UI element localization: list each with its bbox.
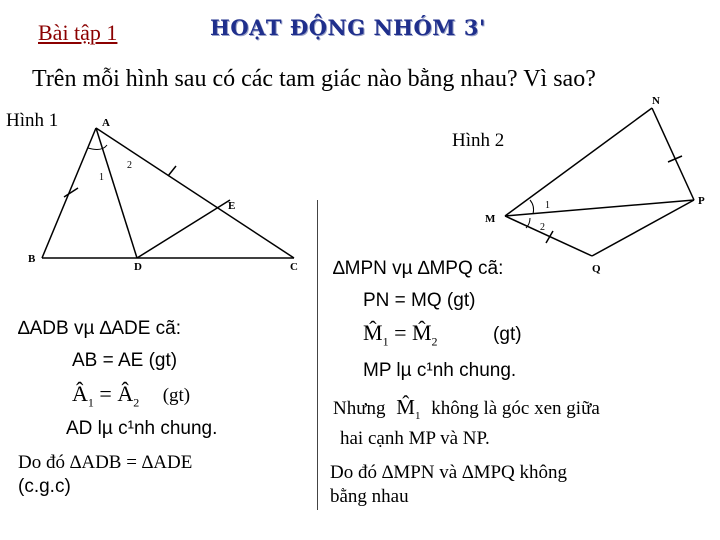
point-p: P	[698, 195, 705, 207]
right-line-3: $M̂_1$ = $M̂_2$ (gt)	[363, 320, 522, 349]
right-line-3-note: (gt)	[493, 324, 522, 345]
segment-np	[652, 108, 694, 200]
angle-m1-symbol: $M̂_1$	[363, 320, 389, 349]
angle-m2: 2	[540, 222, 545, 233]
question-text: Trên mỗi hình sau có các tam giác nào bằng nhau? Vì sao?	[32, 66, 596, 92]
point-e: E	[228, 200, 236, 212]
point-b: B	[28, 253, 36, 265]
right-line-6: hai cạnh MP và NP.	[340, 428, 490, 449]
segment-pq	[592, 200, 694, 256]
left-line-3-note: (gt)	[162, 385, 191, 406]
point-d: D	[134, 261, 142, 273]
angle-m2-symbol: $M̂_2$	[411, 320, 438, 349]
segment-mq	[505, 216, 592, 256]
column-divider	[317, 200, 318, 510]
equals-sign: =	[99, 381, 118, 406]
left-line-3	[72, 381, 190, 410]
left-line-1: ∆ADB vµ ∆ADE cã:	[18, 318, 182, 339]
left-line-5: Do đó ∆ADB = ∆ADE	[18, 452, 193, 473]
segment-mn	[505, 108, 652, 216]
point-m: M	[485, 213, 496, 225]
right-line-5	[333, 395, 600, 422]
left-line-4: AD lµ c¹nh chung.	[66, 418, 218, 439]
angle-a1-symbol: $Â_1$	[72, 381, 94, 410]
right-line-5-a: Nhưng	[333, 398, 386, 419]
angle-a2: 2	[127, 160, 132, 171]
point-n: N	[652, 95, 660, 107]
right-line-1: ∆MPN vµ ∆MPQ cã:	[333, 258, 504, 279]
activity-title: HOẠT ĐỘNG NHÓM 3'	[210, 15, 486, 40]
point-q: Q	[592, 263, 601, 275]
right-line-5-b: không là góc xen giữa	[431, 398, 600, 419]
figure1-label: Hình 1	[6, 110, 59, 131]
angle-m1: 1	[545, 200, 550, 211]
right-line-8: bằng nhau	[330, 486, 409, 507]
left-line-6: (c.g.c)	[18, 476, 71, 497]
left-line-2: AB = AE (gt)	[72, 350, 178, 371]
figure2-label: Hình 2	[452, 130, 505, 151]
angle-a2-symbol: $Â_2$	[117, 381, 140, 410]
point-c: C	[290, 261, 298, 273]
right-line-2: PN = MQ (gt)	[363, 290, 476, 311]
angle-arc-m1	[530, 200, 534, 214]
angle-a1: 1	[99, 172, 104, 183]
right-line-4: MP lµ c¹nh chung.	[363, 360, 517, 381]
angle-m1-symbol-2: $M̂_1$	[396, 395, 421, 423]
point-a: A	[102, 117, 110, 129]
exercise-title: Bài tập 1	[38, 20, 118, 45]
right-line-7: Do đó ∆MPN và ∆MPQ không	[330, 462, 568, 483]
